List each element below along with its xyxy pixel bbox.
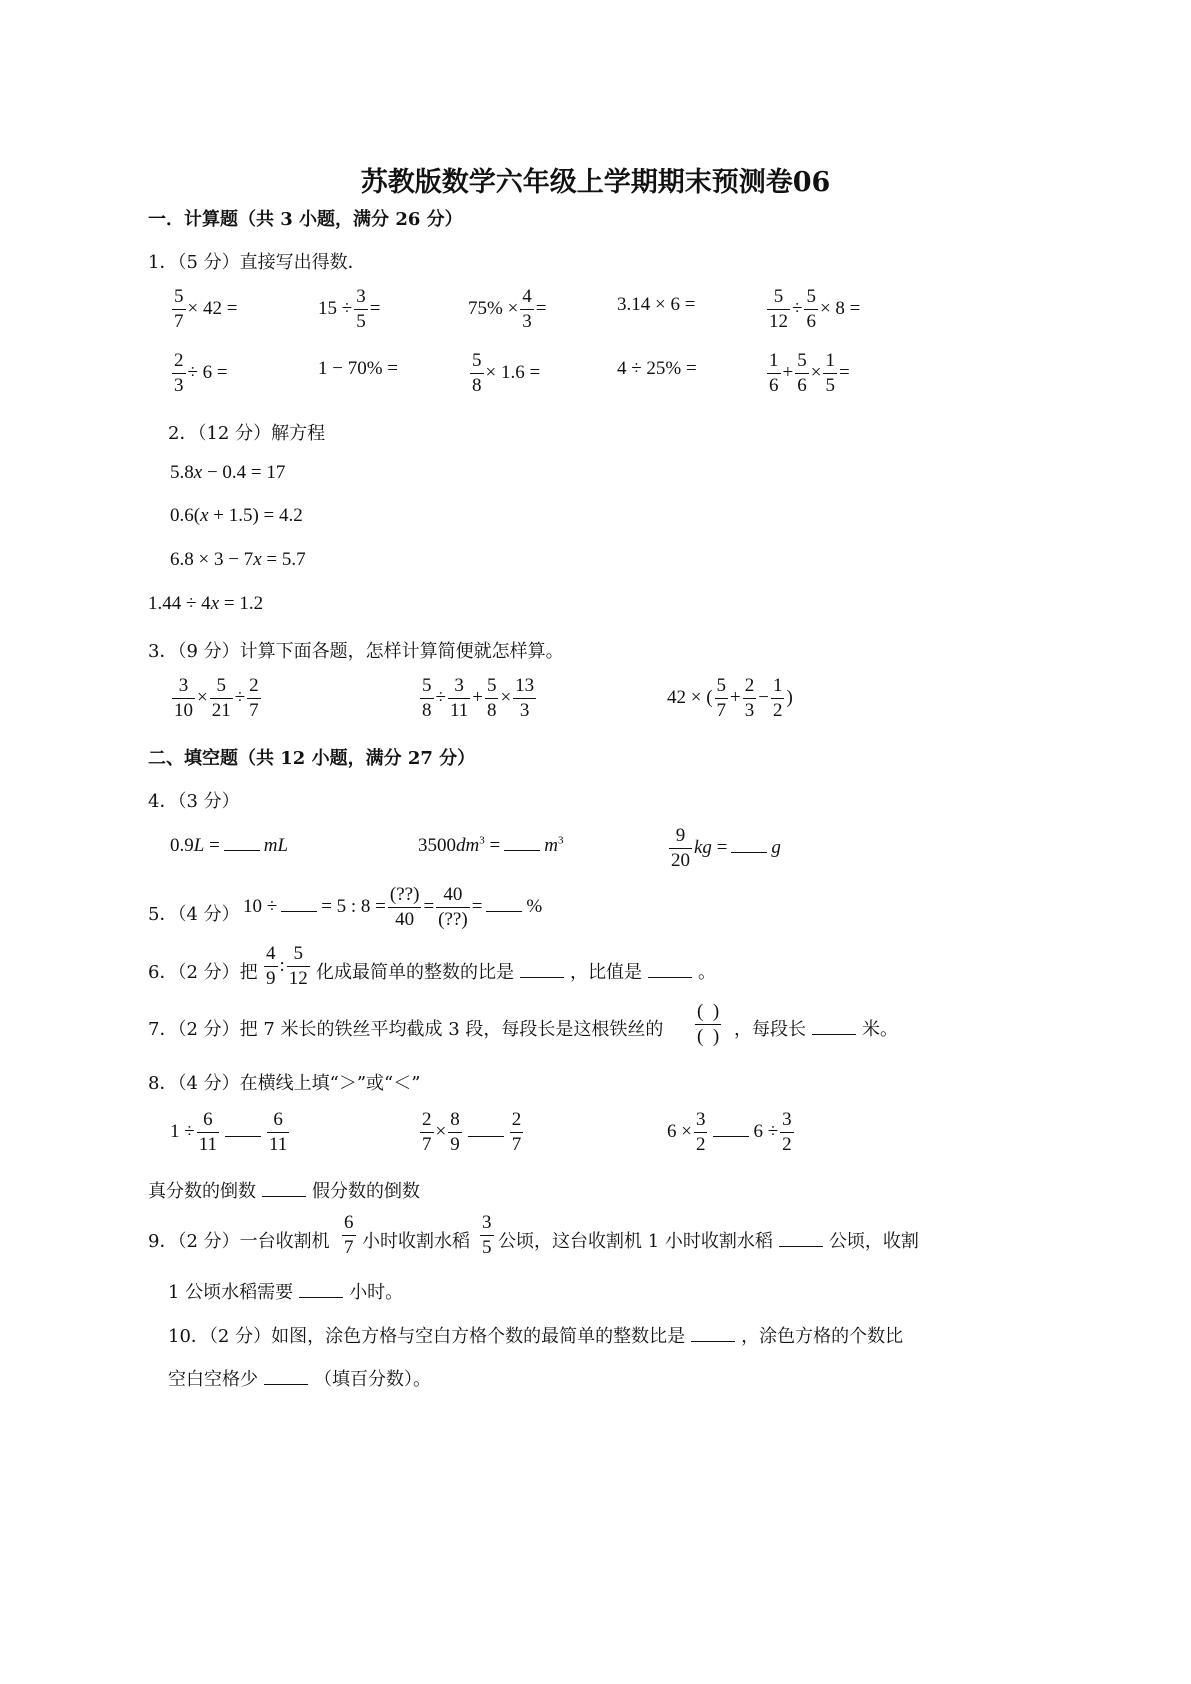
question-5-label: 5．（4 分） (148, 904, 240, 925)
q2-eq-2: 0.6(x + 1.5) = 4.2 (170, 505, 303, 526)
q4-item-3: $\frac{9}{20}$ kg = g (671, 825, 781, 871)
q3-expr-1: $\frac{3}{10}$ × $\frac{5}{21}$ ÷ $\frac{2}{7}$ (174, 675, 259, 721)
q1-expr-9: 4 ÷ 25% = (617, 358, 697, 379)
question-6-label: 6．（2 分）把 (148, 962, 258, 983)
q4-item-2: $3500dm^3 = m^3$ (418, 834, 564, 856)
q2-eq-1: 5.8x − 0.4 = 17 (170, 462, 286, 483)
q1-expr-10: $\frac{1}{6}$ + $\frac{5}{6}$ × $\frac{1}{5}$ = (769, 350, 850, 396)
q6-text: 化成最简单的整数的比是 ，比值是 。 (316, 962, 716, 983)
q1-expr-7: 1 − 70% = (318, 358, 399, 379)
q1-expr-4: 3.14 × 6 = (617, 294, 696, 315)
q9-line-2: 1 公顷水稻需要 小时。 (168, 1282, 404, 1303)
q5-expression: 10 ÷ = 5 : 8 = $\frac{(??)}{40}$ = $\frac{40}{(??)}$ = % (243, 884, 543, 930)
q8-compare-2: $\frac{2}{7}$ × $\frac{8}{9}$ $\frac{2}{7}$ (422, 1109, 522, 1155)
q6-ratio: $\frac{4}{9}$ : $\frac{5}{12}$ (266, 943, 308, 989)
q9-text-2: 公顷，这台收割机 1 小时收割水稻 公顷，收割 (498, 1231, 919, 1252)
q1-expr-6: $\frac{2}{3}$ ÷ 6 = (174, 350, 228, 396)
q2-eq-3: 6.8 × 3 − 7x = 5.7 (170, 549, 306, 570)
question-3-label: 3．（9 分）计算下面各题，怎样计算简便就怎样算。 (148, 641, 564, 662)
question-2-label: 2．（12 分）解方程 (168, 423, 326, 444)
question-8-label: 8．（4 分）在横线上填“＞”或“＜” (148, 1073, 421, 1094)
q2-eq-4: 1.44 ÷ 4x = 1.2 (148, 593, 264, 614)
q8-compare-3: 6 × $\frac{3}{2}$ 6 ÷ $\frac{3}{2}$ (667, 1109, 792, 1155)
question-7-label: 7．（2 分）把 7 米长的铁丝平均截成 3 段，每段长是这根铁丝的 (148, 1019, 664, 1040)
q3-expr-2: $\frac{5}{8}$ ÷ $\frac{3}{11}$ + $\frac{5}{8}$ × $\frac{13}{3}$ (422, 675, 535, 721)
question-1-label: 1．（5 分）直接写出得数． (148, 252, 366, 273)
q7-text: ，每段长 米。 (734, 1019, 898, 1040)
question-4-label: 4．（3 分） (148, 791, 240, 812)
q1-expr-1: $\frac{5}{7}$ × 42 = (174, 286, 238, 332)
q3-expr-3: 42 × ( $\frac{5}{7}$ + $\frac{2}{3}$ − $\frac{1}{2}$ ) (667, 675, 793, 721)
question-9-label: 9．（2 分）一台收割机 (148, 1231, 330, 1252)
q9-fraction-area: $\frac{3}{5}$ (482, 1212, 492, 1258)
section-heading-calculation: 一．计算题（共 3 小题，满分 26 分） (148, 209, 463, 230)
q1-expr-5: $\frac{5}{12}$ ÷ $\frac{5}{6}$ × 8 = (769, 286, 861, 332)
q8-compare-4: 真分数的倒数 假分数的倒数 (148, 1181, 420, 1202)
q1-expr-2: 15 ÷ $\frac{3}{5}$ = (318, 286, 381, 332)
q4-item-1: 0.9L = mL (170, 835, 289, 856)
q8-compare-1: 1 ÷ $\frac{6}{11}$ $\frac{6}{11}$ (170, 1109, 288, 1155)
q1-expr-8: $\frac{5}{8}$ × 1.6 = (472, 350, 541, 396)
question-10-label: 10．（2 分）如图，涂色方格与空白方格个数的最简单的整数比是 ，涂色方格的个数比 (168, 1326, 904, 1347)
section-heading-fill-blank: 二、填空题（共 12 小题，满分 27 分） (148, 748, 476, 769)
q10-line-2: 空白空格少 （填百分数）。 (168, 1369, 431, 1390)
page-title: 苏教版数学六年级上学期期末预测卷06 (360, 167, 831, 198)
q1-expr-3: 75% × $\frac{4}{3}$ = (468, 286, 547, 332)
q9-text-1: 小时收割水稻 (362, 1231, 470, 1252)
q9-fraction-hours: $\frac{6}{7}$ (344, 1212, 354, 1258)
q7-fraction-blank: $\frac{( )}{( )}$ (697, 1001, 720, 1047)
